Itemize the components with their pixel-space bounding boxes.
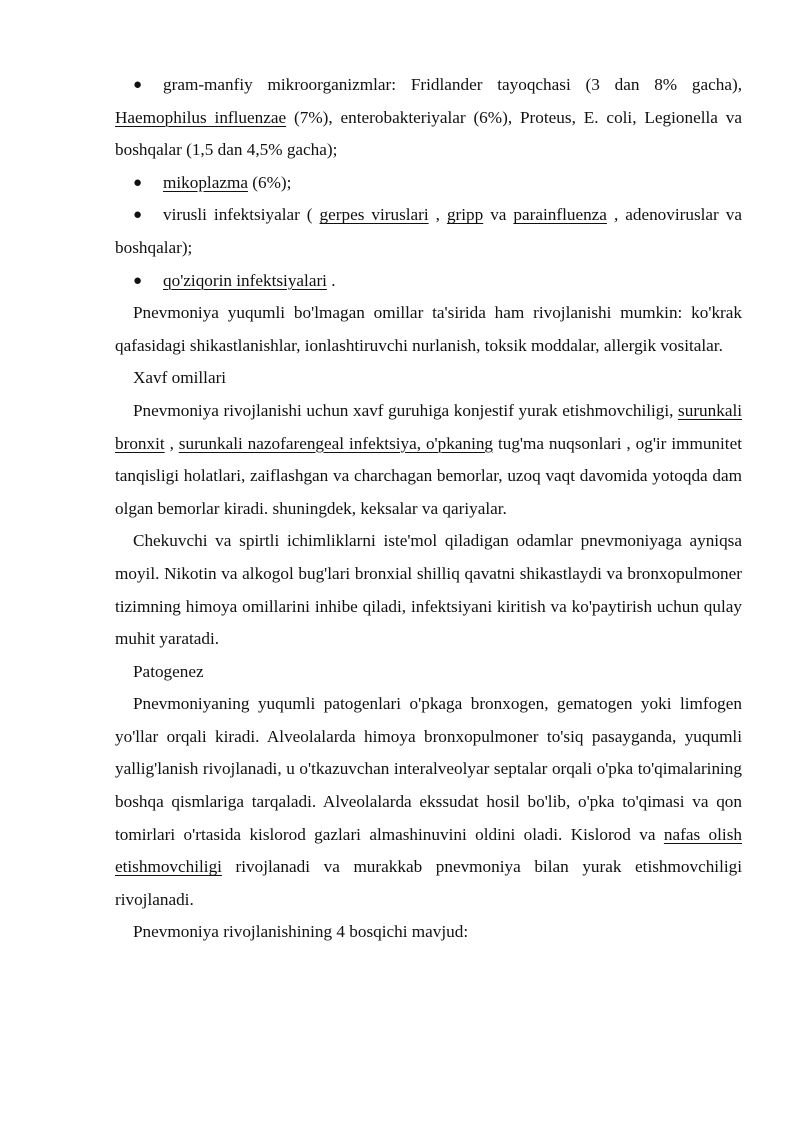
bullet-icon: ●	[133, 207, 143, 224]
document-page	[115, 69, 742, 949]
link-nazofarengeal[interactable]: surunkali nazofarengeal infektsiya, o'pkaning	[178, 433, 494, 453]
paragraph-pathogenesis: Pnevmoniyaning yuqumli patogenlari o'pkaga bronxogen, gematogen yoki limfogen yo'llar orqali kiradi. Alveolalarda himoya bronxopulmoner to'siq pasayganda, yuqumli yallig'lanish rivojlanadi, u o'tkazuvchan interalveolyar septalar orqali o'pka to'qimalarining boshqa qismlariga tarqaladi. Alveolalarda ekssudat hosil bo'lib, o'pka to'qimasi va qon tomirlari o'rtasida kislorod gazlari almashinuvini oldini oladi. Kislorod va nafas olish etishmovchiligi rivojlanadi va murakkab pnevmoniya bilan yurak etishmovchiligi rivojlanadi.	[115, 694, 742, 909]
link-mikoplazma[interactable]: mikoplazma	[163, 172, 248, 192]
paragraph-risk-factors: Pnevmoniya rivojlanishi uchun xavf guruhiga konjestif yurak etishmovchiligi, surunkali bronxit , surunkali nazofarengeal infektsiya, o'pkaning tug'ma nuqsonlari , og'ir immunitet tanqisligi holatlari, zaiflashgan va charchagan bemorlar, uzoq vaqt davomida yotoqda dam olgan bemorlar kiradi. shuningdek, keksalar va qariyalar.	[115, 400, 742, 518]
link-surunkali-bronxit[interactable]: surunkali bronxit	[115, 400, 742, 453]
list-item: ● virusli infektsiyalar ( gerpes viruslari , gripp va parainfluenza , adenoviruslar va boshqalar);	[115, 199, 742, 264]
heading-risk-factors: Xavf omillari	[133, 368, 227, 388]
list-item: ● gram-manfiy mikroorganizmlar: Fridlander tayoqchasi (3 dan 8% gacha), Haemophilus influenzae (7%), enterobakteriyalar (6%), Proteus, E. coli, Legionella va boshqalar (1,5 dan 4,5% gacha);	[115, 69, 742, 167]
paragraph-smokers: Chekuvchi va spirtli ichimliklarni iste'mol qiladigan odamlar pnevmoniyaga ayniqsa moyil. Nikotin va alkogol bug'lari bronxial shilliq qavatni shikastlaydi va bronxopulmoner tizimning himoya omillarini inhibe qiladi, infektsiyani kiritish va ko'paytirish uchun qulay muhit yaratadi.	[115, 531, 742, 649]
paragraph-stages: Pnevmoniya rivojlanishining 4 bosqichi mavjud:	[133, 922, 469, 942]
bullet-icon: ●	[133, 77, 143, 93]
bullet-icon: ●	[133, 272, 143, 289]
link-qoziqorin[interactable]: qo'ziqorin infektsiyalari	[163, 270, 327, 290]
link-nafas-olish[interactable]: nafas olish etishmovchiligi	[115, 824, 742, 877]
link-gerpes[interactable]: gerpes viruslari	[319, 205, 429, 225]
link-gripp[interactable]: gripp	[446, 205, 484, 225]
heading-pathogenesis: Patogenez	[133, 661, 204, 681]
list-item: ● mikoplazma (6%);	[115, 167, 742, 200]
paragraph-noninfectious: Pnevmoniya yuqumli bo'lmagan omillar ta'sirida ham rivojlanishi mumkin: ko'krak qafasidagi shikastlanishlar, ionlashtiruvchi nurlanish, toksik moddalar, allergik vositalar.	[115, 303, 742, 355]
list-item: ● qo'ziqorin infektsiyalari .	[115, 265, 742, 298]
link-parainfluenza[interactable]: parainfluenza	[513, 205, 607, 225]
bullet-icon: ●	[133, 174, 143, 191]
link-haemophilus[interactable]: Haemophilus influenzae	[115, 107, 287, 127]
